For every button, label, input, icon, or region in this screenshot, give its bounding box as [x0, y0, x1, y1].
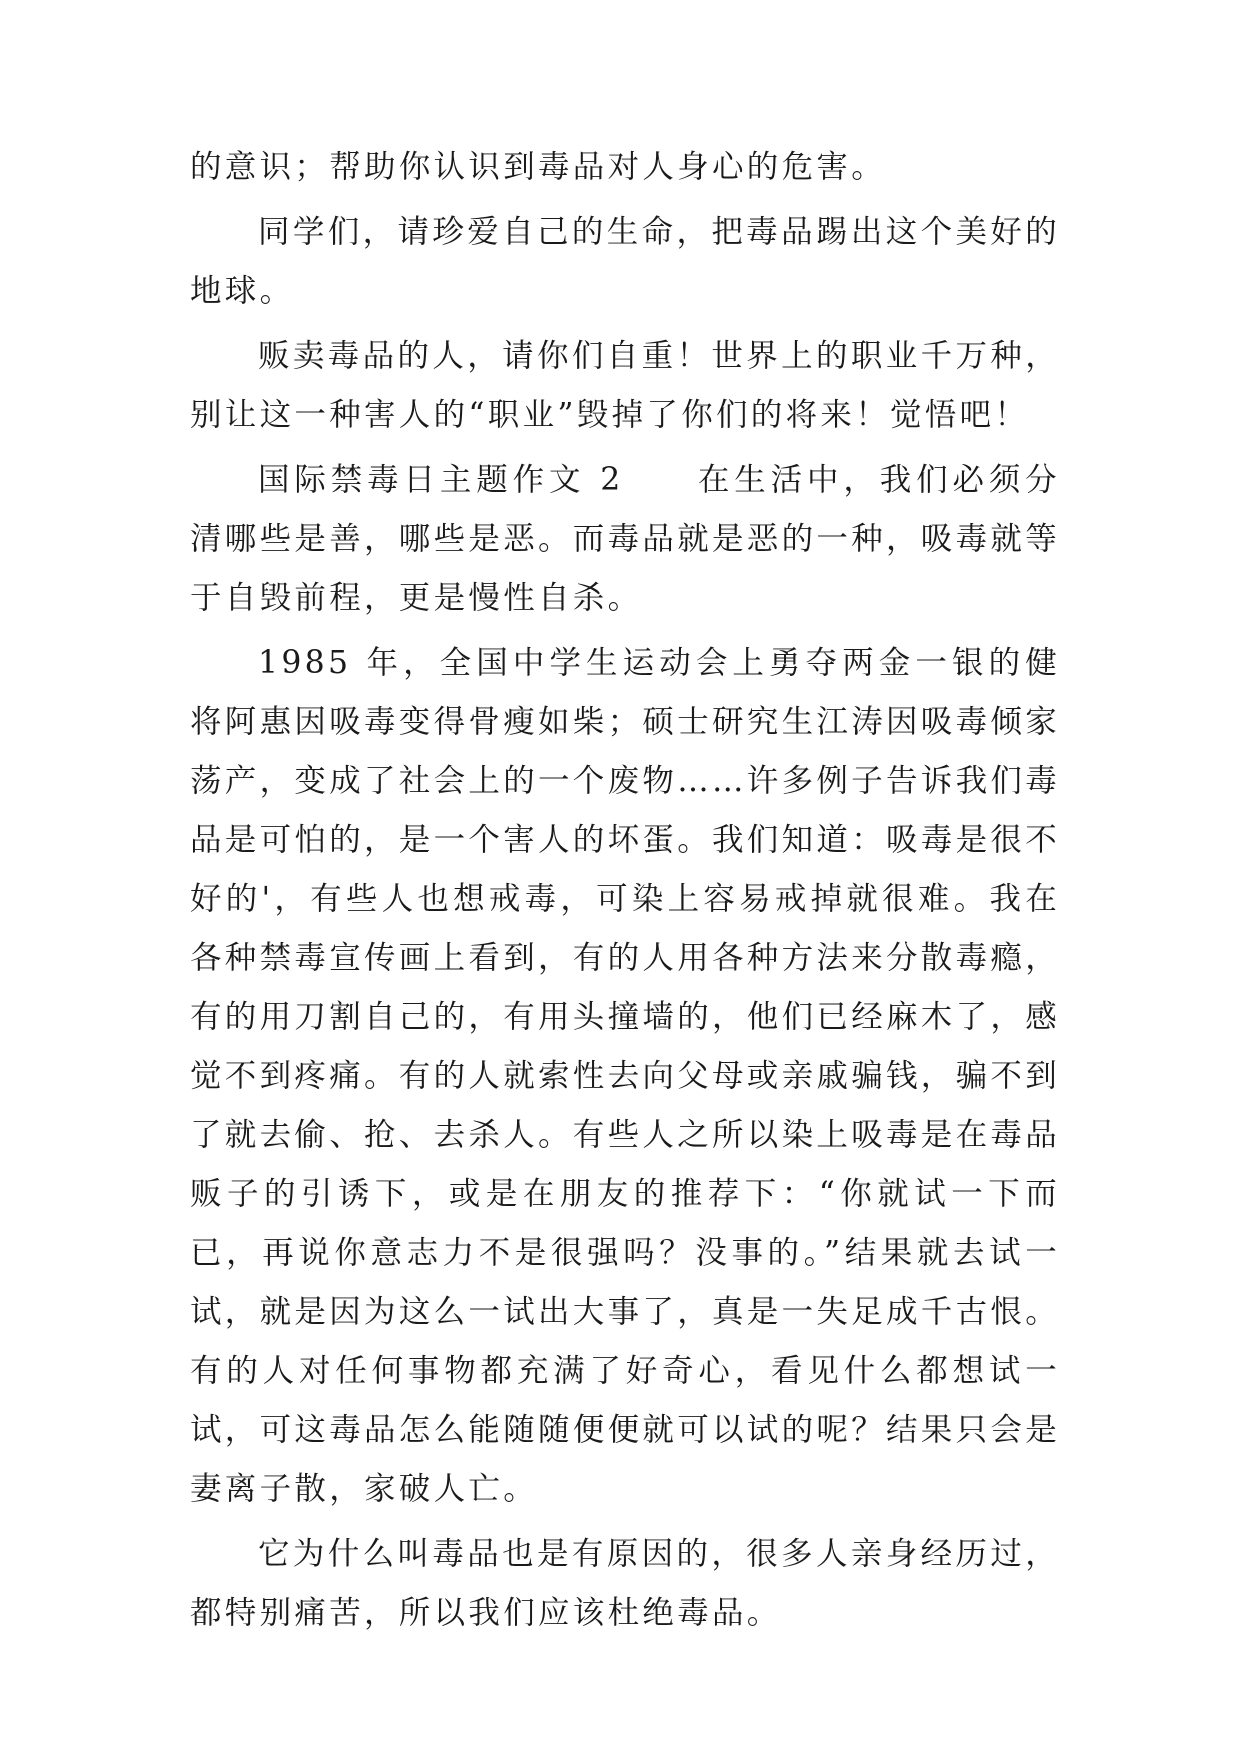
paragraph-drug-sellers: 贩卖毒品的人，请你们自重！世界上的职业千万种，别让这一种害人的“职业”毁掉了你们的将来！觉悟吧！ — [190, 338, 1060, 433]
document-page — [190, 138, 1060, 1649]
paragraph-cherish-life: 同学们，请珍爱自己的生命，把毒品踢出这个美好的地球。 — [190, 214, 1060, 309]
paragraph-conclusion: 它为什么叫毒品也是有原因的，很多人亲身经历过，都特别痛苦，所以我们应该杜绝毒品。 — [190, 1536, 1060, 1631]
paragraph-essay-2-intro: 国际禁毒日主题作文 2 在生活中，我们必须分清哪些是善，哪些是恶。而毒品就是恶的一种，吸毒就等于自毁前程，更是慢性自杀。 — [190, 462, 1061, 616]
paragraph-continuation: 的意识；帮助你认识到毒品对人身心的危害。 — [190, 149, 887, 185]
paragraph-examples: 1985 年，全国中学生运动会上勇夺两金一银的健将阿惠因吸毒变得骨瘦如柴；硕士研究生江涛因吸毒倾家荡产，变成了社会上的一个废物……许多例子告诉我们毒品是可怕的，是一个害人的坏蛋。我们知道：吸毒是很不好的'，有些人也想戒毒，可染上容易戒掉就很难。我在各种禁毒宣传画上看到，有的人用各种方法来分散毒瘾，有的用刀割自己的，有用头撞墙的，他们已经麻木了，感觉不到疼痛。有的人就索性去向父母或亲戚骗钱，骗不到了就去偷、抢、去杀人。有些人之所以染上吸毒是在毒品贩子的引诱下，或是在朋友的推荐下：“你就试一下而已，再说你意志力不是很强吗？没事的。”结果就去试一试，就是因为这么一试出大事了，真是一失足成千古恨。有的人对任何事物都充满了好奇心，看见什么都想试一试，可这毒品怎么能随随便便就可以试的呢？结果只会是妻离子散，家破人亡。 — [190, 645, 1061, 1507]
